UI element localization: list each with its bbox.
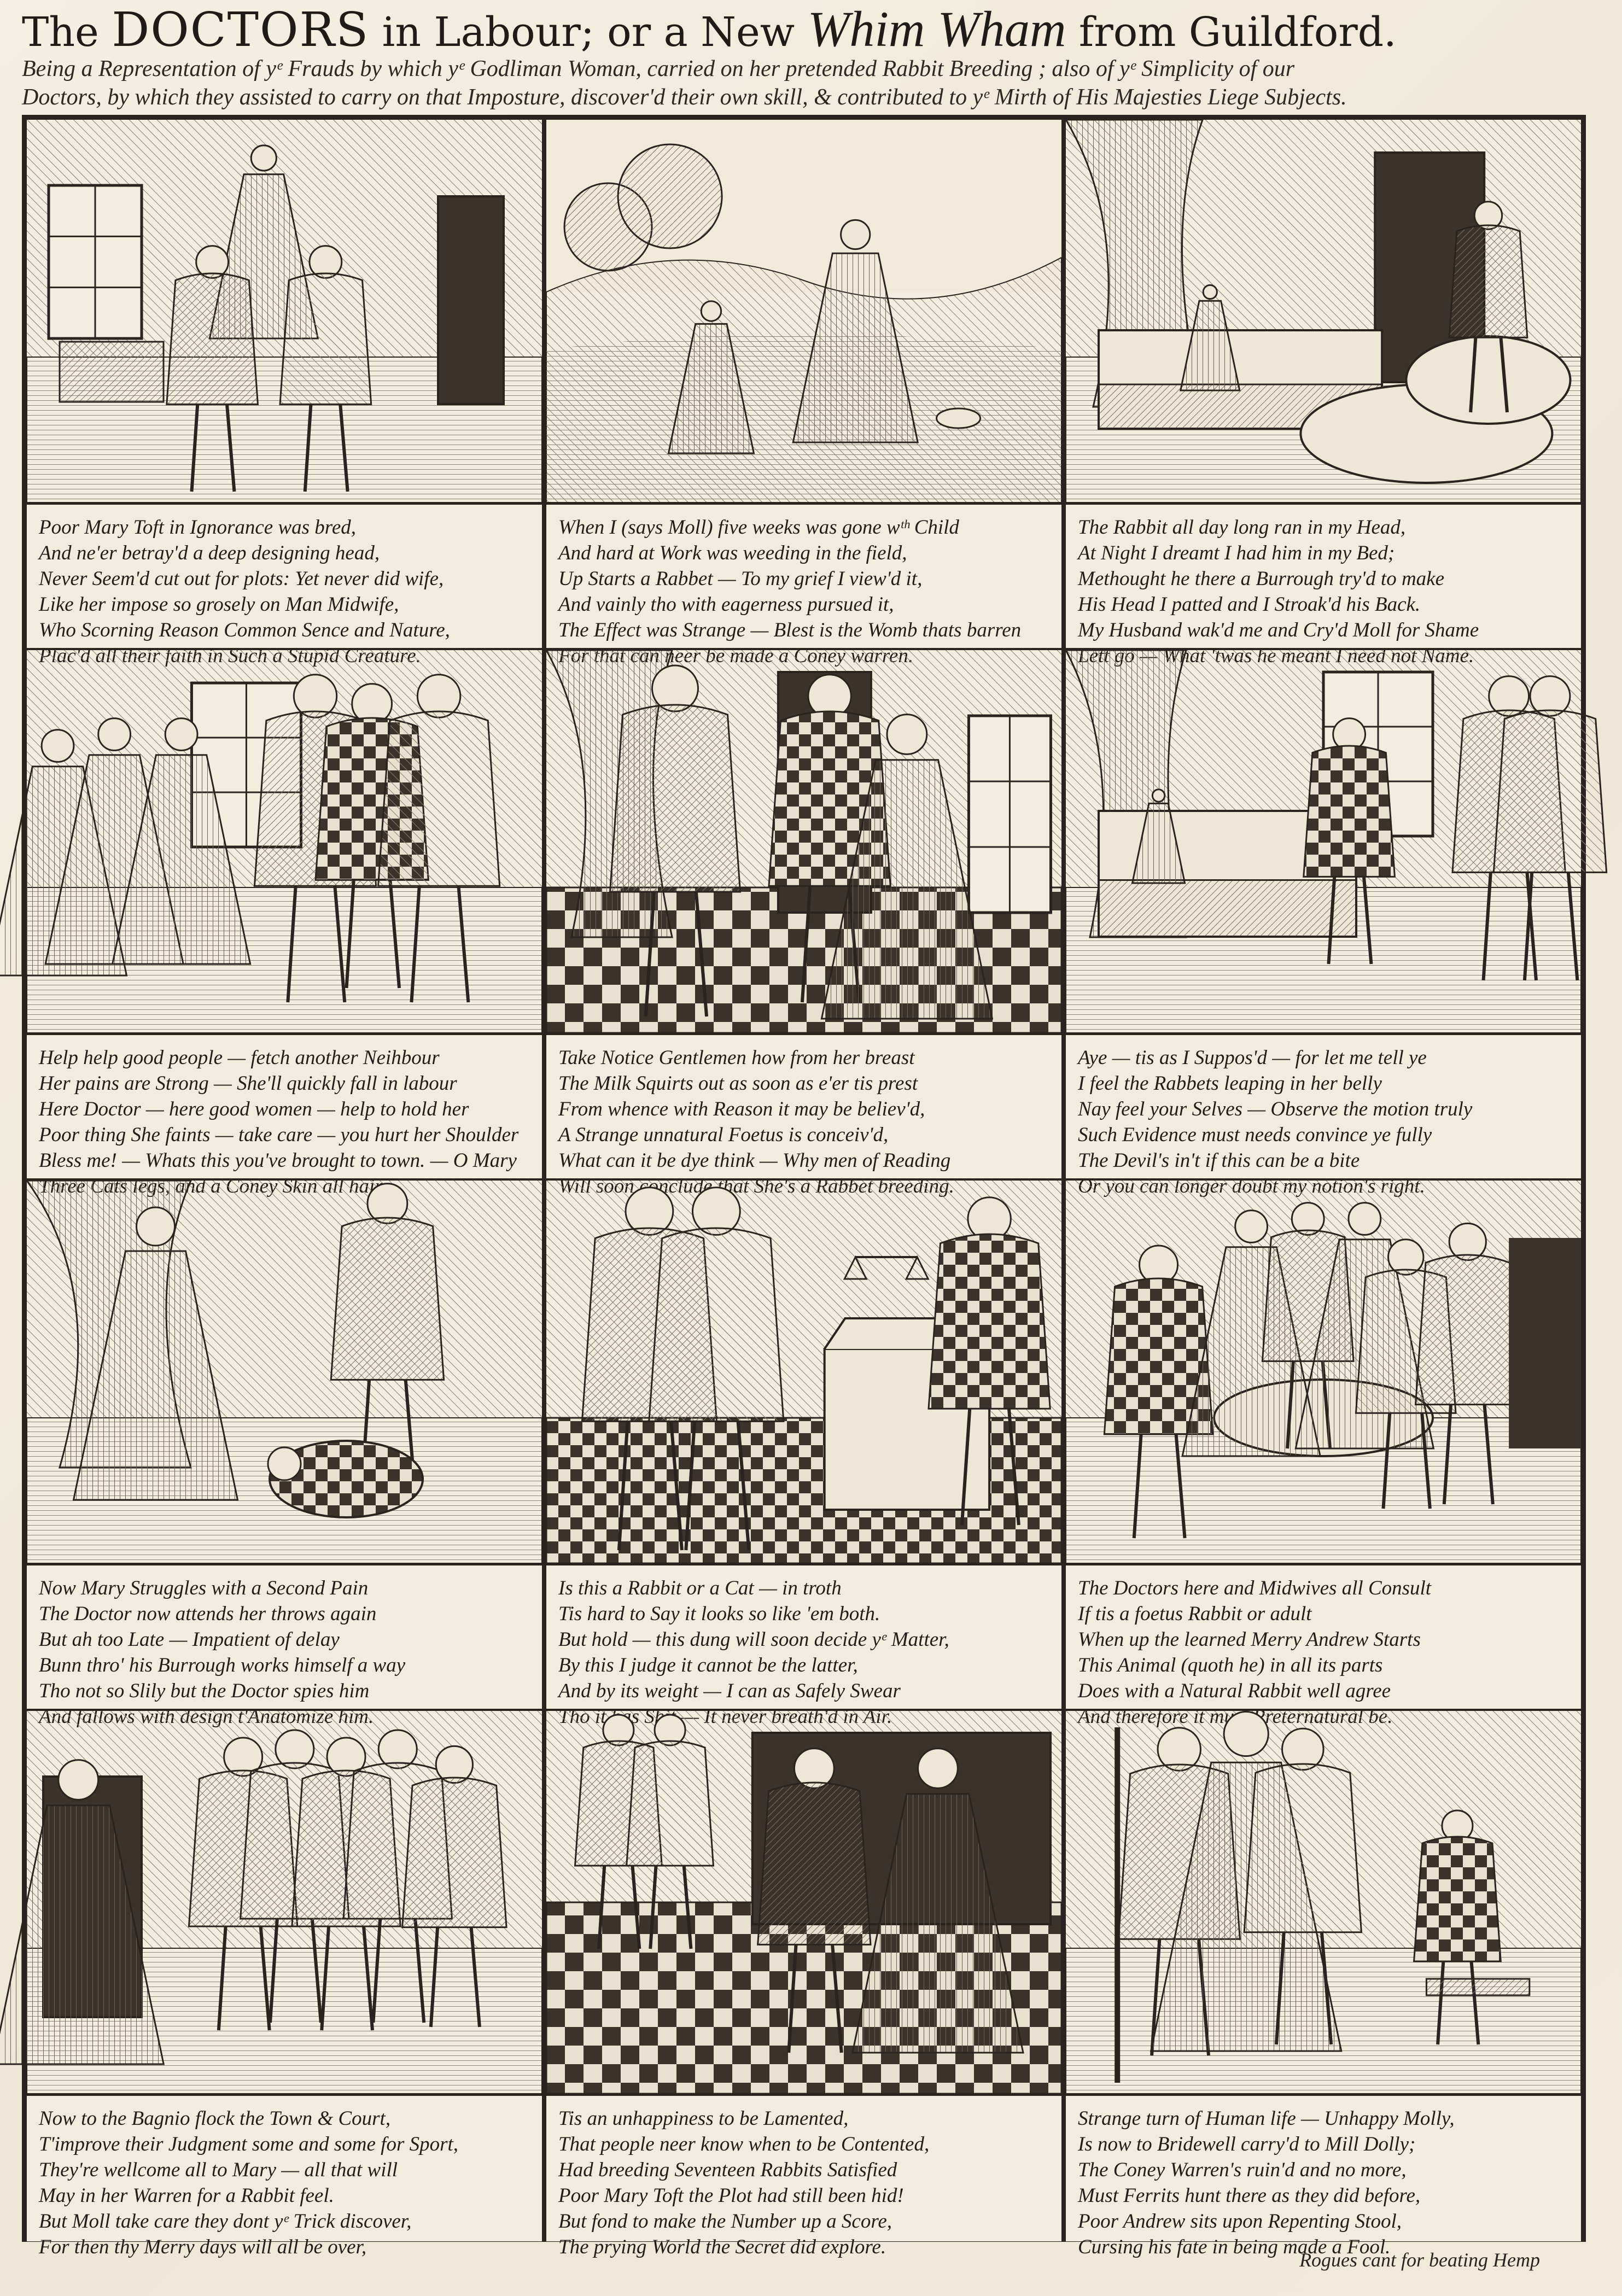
- title-part: in Labour; or a New: [369, 9, 808, 56]
- verse-line: Strange turn of Human life — Unhappy Molly,: [1078, 2107, 1455, 2130]
- engraved-scene: [27, 1711, 542, 2094]
- verse-caption: [27, 503, 542, 650]
- verse-line: Tis an unhappiness to be Lamented,: [558, 2107, 849, 2130]
- verse-line: Now Mary Struggles with a Second Pain: [39, 1577, 369, 1599]
- verse-caption: [27, 2094, 542, 2258]
- panel-1: [25, 118, 544, 648]
- verse-line: Is this a Rabbit or a Cat — in troth: [558, 1577, 842, 1599]
- verse-line: T'improve their Judgment some and some for Sport,: [39, 2133, 459, 2155]
- verse-caption: [27, 1563, 542, 1711]
- verse-caption: [1066, 503, 1581, 650]
- verse-line: Never Seem'd cut out for plots: Yet never did wife,: [39, 568, 444, 590]
- chest: [60, 342, 164, 402]
- verse-line: Poor Andrew sits upon Repenting Stool,: [1078, 2210, 1402, 2233]
- verse-line: The Doctor now attends her throws again: [39, 1603, 377, 1625]
- panel-3: [1064, 118, 1583, 648]
- footer-note: Rogues cant for beating Hemp: [1299, 2249, 1540, 2271]
- verse-line: Does with a Natural Rabbit well agree: [1078, 1680, 1391, 1702]
- verse-line: The Devil's in't if this can be a bite: [1078, 1149, 1360, 1172]
- verse-line: Bunn thro' his Burrough works himself a way: [39, 1654, 406, 1676]
- verse-line: When I (says Moll) five weeks was gone wᵗʰ Child: [558, 516, 959, 539]
- verse-line: But Moll take care they dont yᵉ Trick discover,: [39, 2210, 412, 2233]
- verse-line: The Milk Squirts out as soon as e'er tis prest: [558, 1072, 918, 1095]
- panel-4: [25, 648, 544, 1178]
- verse-line: Here Doctor — here good women — help to hold her: [39, 1098, 469, 1120]
- engraved-scene: [546, 120, 1061, 503]
- leaded-window: [49, 185, 142, 338]
- panel-6: [1064, 648, 1583, 1178]
- verse-line: Tho not so Slily but the Doctor spies him: [39, 1680, 370, 1702]
- verse-line: A Strange unnatural Foetus is conceiv'd,: [558, 1124, 889, 1146]
- verse-line: At Night I dreamt I had him in my Bed;: [1078, 542, 1395, 564]
- verse-caption: [1066, 2094, 1581, 2258]
- verse-caption: [1066, 1563, 1581, 1711]
- verse-line: But ah too Late — Impatient of delay: [39, 1628, 340, 1651]
- verse-line: When up the learned Merry Andrew Starts: [1078, 1628, 1421, 1651]
- verse-line: And vainly tho with eagerness pursued it,: [558, 593, 894, 616]
- rabbit: [937, 408, 981, 428]
- verse-line: The Coney Warren's ruin'd and no more,: [1078, 2159, 1407, 2181]
- subtitle-line-2: Doctors, by which they assisted to carry on that Imposture, discover'd their own skill, & contributed to yᵉ Mirth of His Majesties Liege Subjects.: [22, 85, 1347, 110]
- verse-line: Poor Mary Toft the Plot had still been hid!: [558, 2184, 904, 2207]
- verse-line: And by its weight — I can as Safely Swear: [558, 1680, 901, 1702]
- verse-caption: [546, 503, 1061, 650]
- panel-12: [1064, 1709, 1583, 2258]
- engraved-scene: [27, 650, 542, 1033]
- page-title: [22, 3, 1608, 55]
- subtitle-line-1: Being a Representation of yᵉ Frauds by which yᵉ Godliman Woman, carried on her pretended Rabbit Breeding ; also of yᵉ Simplicity of our: [22, 56, 1295, 81]
- verse-line: But fond to make the Number up a Score,: [558, 2210, 892, 2233]
- engraved-scene: [27, 120, 542, 503]
- verse-line: And ne'er betray'd a deep designing head,: [39, 542, 380, 564]
- verse-line: The Effect was Strange — Blest is the Womb thats barren: [558, 619, 1022, 641]
- verse-line: Aye — tis as I Suppos'd — for let me tell ye: [1078, 1047, 1427, 1069]
- verse-line: Take Notice Gentlemen how from her breast: [558, 1047, 915, 1069]
- title-part: DOCTORS: [112, 3, 370, 57]
- engraved-scene: [546, 1711, 1061, 2094]
- verse-caption: [546, 1563, 1061, 1711]
- verse-line: Now to the Bagnio flock the Town & Court,: [39, 2107, 391, 2130]
- verse-line: His Head I patted and I Stroak'd his Back.: [1078, 593, 1421, 616]
- verse-line: Like her impose so grosely on Man Midwife,: [39, 593, 399, 616]
- verse-line: This Animal (quoth he) in all its parts: [1078, 1654, 1383, 1676]
- verse-line: Her pains are Strong — She'll quickly fall in labour: [39, 1072, 457, 1095]
- verse-caption: [546, 1033, 1061, 1181]
- panel-9: [1064, 1178, 1583, 1709]
- verse-line: Tis hard to Say it looks so like 'em both.: [558, 1603, 880, 1625]
- engraved-scene: [1066, 1711, 1581, 2094]
- engraved-scene: [1066, 1181, 1581, 1563]
- verse-line: May in her Warren for a Rabbit feel.: [39, 2184, 334, 2207]
- fireplace: [1509, 1238, 1581, 1448]
- panel-grid: [22, 115, 1586, 2258]
- verse-line: Is now to Bridewell carry'd to Mill Dolly;: [1078, 2133, 1416, 2155]
- verse-line: Poor Mary Toft in Ignorance was bred,: [39, 516, 357, 539]
- title-part: Whim Wham: [807, 1, 1066, 57]
- title-part: The: [22, 9, 112, 56]
- verse-line: Poor thing She faints — take care — you hurt her Shoulder: [39, 1124, 519, 1146]
- verse-line: Must Ferrits hunt there as they did before,: [1078, 2184, 1421, 2207]
- verse-line: I feel the Rabbets leaping in her belly: [1078, 1072, 1382, 1095]
- doorway: [438, 196, 504, 404]
- verse-line: Who Scorning Reason Common Sence and Nature,: [39, 619, 450, 641]
- title-part: from Guildford.: [1066, 9, 1397, 56]
- engraved-scene: [546, 1181, 1061, 1563]
- verse-line: Cursing his fate in being made a Fool.: [1078, 2236, 1391, 2258]
- verse-line: Nay feel your Selves — Observe the motion truly: [1078, 1098, 1473, 1120]
- verse-line: If tis a foetus Rabbit or adult: [1078, 1603, 1312, 1625]
- verse-line: Such Evidence must needs convince ye fully: [1078, 1124, 1432, 1146]
- verse-line: That people neer know when to be Contented,: [558, 2133, 930, 2155]
- verse-caption: [546, 2094, 1061, 2258]
- verse-line: By this I judge it cannot be the latter,: [558, 1654, 858, 1676]
- verse-line: But hold — this dung will soon decide yᵉ Matter,: [558, 1628, 949, 1651]
- engraved-scene: [546, 650, 1061, 1033]
- verse-caption: [1066, 1033, 1581, 1181]
- engraved-scene: [1066, 650, 1581, 1033]
- verse-line: They're wellcome all to Mary — all that will: [39, 2159, 398, 2181]
- panel-7: [25, 1178, 544, 1709]
- verse-line: The Doctors here and Midwives all Consult: [1078, 1577, 1432, 1599]
- verse-line: Methought he there a Burrough try'd to make: [1078, 568, 1445, 590]
- panel-11: [544, 1709, 1064, 2258]
- engraved-scene: [27, 1181, 542, 1563]
- panel-5: [544, 648, 1064, 1178]
- verse-line: What can it be dye think — Why men of Reading: [558, 1149, 951, 1172]
- panel-10: [25, 1709, 544, 2258]
- panel-2: [544, 118, 1064, 648]
- verse-line: For then thy Merry days will all be over,: [39, 2236, 367, 2258]
- leaded-window: [968, 716, 1051, 913]
- engraved-scene: [1066, 120, 1581, 503]
- verse-line: Help help good people — fetch another Neihbour: [39, 1047, 440, 1069]
- verse-line: The prying World the Secret did explore.: [558, 2236, 886, 2258]
- panel-8: [544, 1178, 1064, 1709]
- stool: [1426, 1979, 1529, 1995]
- verse-line: My Husband wak'd me and Cry'd Moll for Shame: [1078, 619, 1479, 641]
- verse-line: Bless me! — Whats this you've brought to town. — O Mary: [39, 1149, 517, 1172]
- verse-line: Up Starts a Rabbet — To my grief I view'd it,: [558, 568, 923, 590]
- verse-line: And hard at Work was weeding in the field,: [558, 542, 907, 564]
- verse-line: From whence with Reason it may be believ'd,: [558, 1098, 925, 1120]
- verse-line: Had breeding Seventeen Rabbits Satisfied: [558, 2159, 897, 2181]
- verse-caption: [27, 1033, 542, 1181]
- verse-line: The Rabbit all day long ran in my Head,: [1078, 516, 1406, 539]
- crouching-andrew: [268, 1441, 423, 1517]
